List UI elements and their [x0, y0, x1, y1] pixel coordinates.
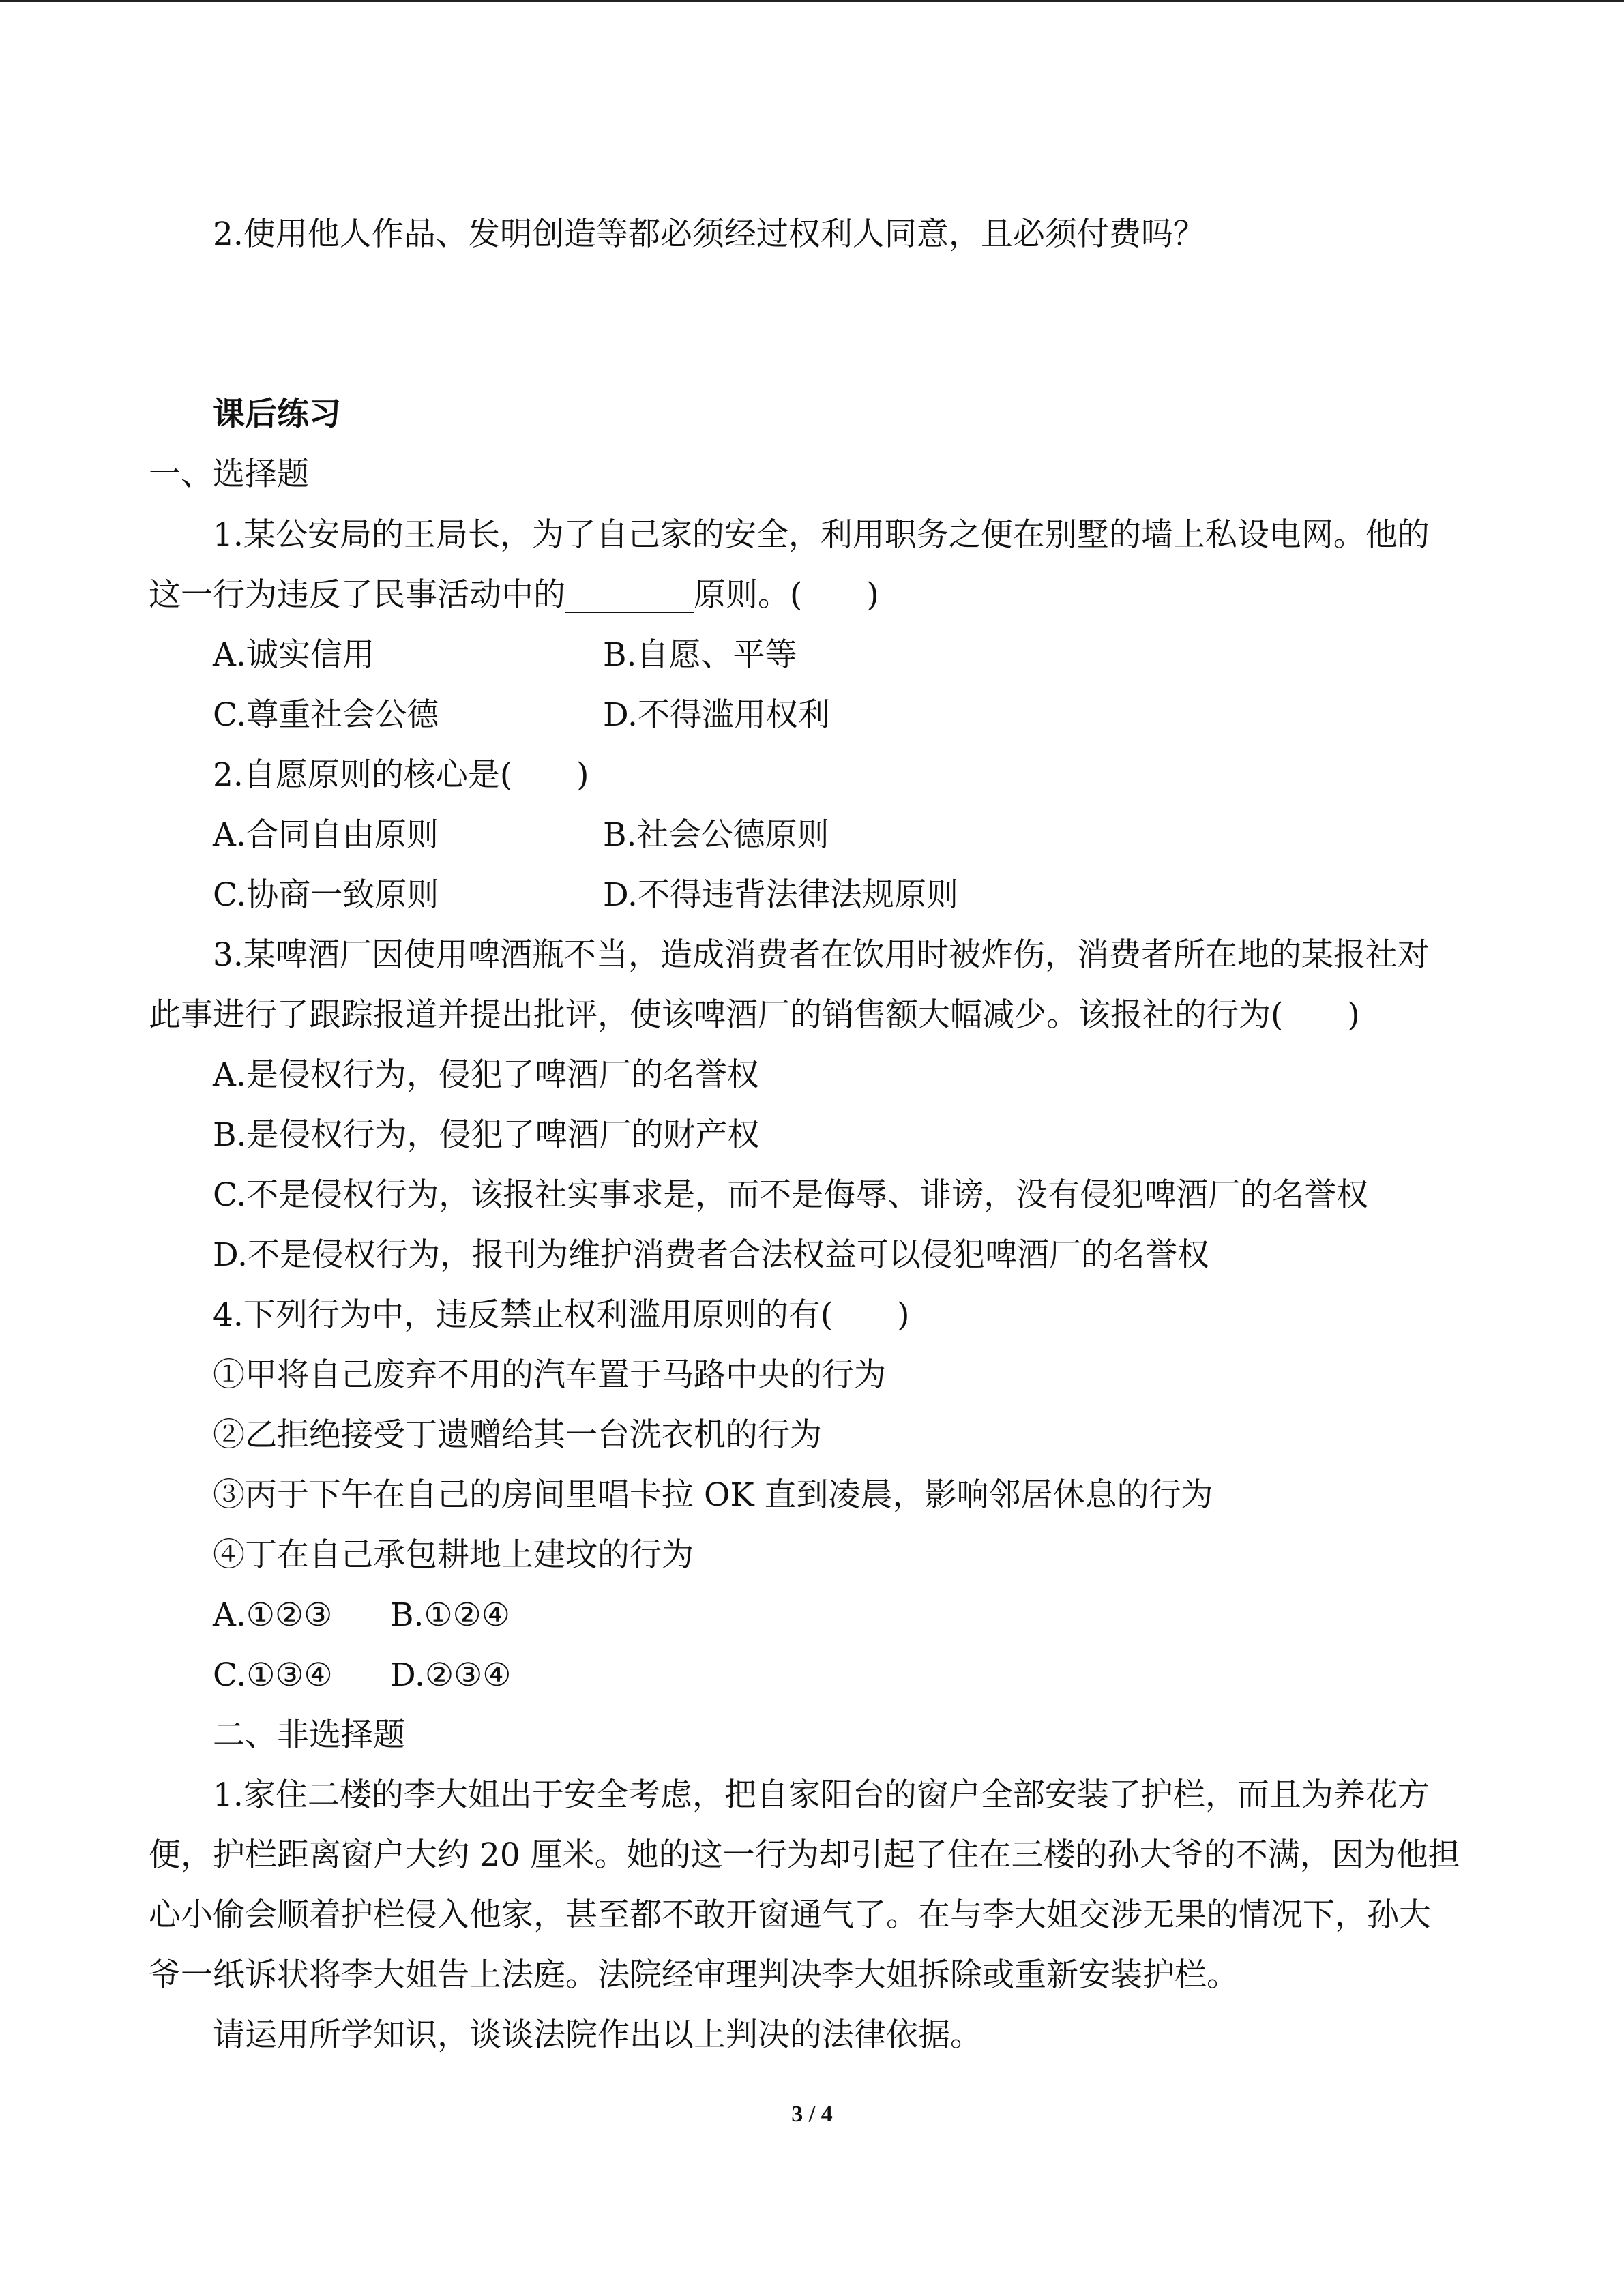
q3-option-c: C.不是侵权行为，该报社实事求是，而不是侮辱、诽谤，没有侵犯啤酒厂的名誉权 [213, 1176, 1369, 1214]
q1-option-a: A.诚实信用 [213, 636, 374, 674]
np1-line-3: 心小偷会顺着护栏侵入他家，甚至都不敢开窗通气了。在与李大姐交涉无果的情况下，孙大 [149, 1896, 1431, 1934]
q4-item-4: ④丁在自己承包耕地上建坟的行为 [213, 1536, 694, 1574]
np1-line-2: 便，护栏距离窗户大约 20 厘米。她的这一行为却引起了住在三楼的孙大爷的不满，因为他担 [149, 1836, 1460, 1874]
q2-option-a: A.合同自由原则 [213, 816, 439, 854]
np1-line-4: 爷一纸诉状将李大姐告上法庭。法院经审理判决李大姐拆除或重新安装护栏。 [149, 1956, 1239, 1994]
q1-line-1: 1.某公安局的王局长，为了自己家的安全，利用职务之便在别墅的墙上私设电网。他的 [213, 516, 1430, 554]
part-2-title: 二、非选择题 [213, 1716, 405, 1754]
q4-option-c: C.①③④ [213, 1656, 333, 1694]
q4-option-a: A.①②③ [213, 1596, 333, 1634]
q2-stem: 2.自愿原则的核心是( ) [213, 756, 589, 794]
q3-line-1: 3.某啤酒厂因使用啤酒瓶不当，造成消费者在饮用时被炸伤，消费者所在地的某报社对 [213, 936, 1430, 974]
page-top-border [0, 0, 1624, 2]
part-1-title: 一、选择题 [149, 456, 309, 493]
q1-option-b: B.自愿、平等 [603, 636, 797, 674]
np1-line-1: 1.家住二楼的李大姐出于安全考虑，把自家阳台的窗户全部安装了护栏，而且为养花方 [213, 1776, 1430, 1814]
q4-option-b: B.①②④ [390, 1596, 510, 1634]
q3-line-2: 此事进行了跟踪报道并提出批评，使该啤酒厂的销售额大幅减少。该报社的行为( ) [149, 996, 1360, 1034]
q2-option-c: C.协商一致原则 [213, 876, 439, 914]
page-number: 3 / 4 [791, 2102, 833, 2127]
q3-option-b: B.是侵权行为，侵犯了啤酒厂的财产权 [213, 1116, 760, 1154]
question-2-text: 2.使用他人作品、发明创造等都必须经过权利人同意，且必须付费吗？ [213, 215, 1205, 253]
np1-line-5: 请运用所学知识，谈谈法院作出以上判决的法律依据。 [213, 2016, 982, 2054]
q1-option-d: D.不得滥用权利 [603, 696, 830, 734]
q2-option-b: B.社会公德原则 [603, 816, 829, 854]
q2-option-d: D.不得违背法律法规原则 [603, 876, 958, 914]
q3-option-a: A.是侵权行为，侵犯了啤酒厂的名誉权 [213, 1056, 759, 1094]
q1-option-c: C.尊重社会公德 [213, 696, 439, 734]
q4-option-d: D.②③④ [390, 1656, 512, 1694]
q3-option-d: D.不是侵权行为，报刊为维护消费者合法权益可以侵犯啤酒厂的名誉权 [213, 1236, 1209, 1274]
q1-line-2: 这一行为违反了民事活动中的________原则。( ) [149, 576, 879, 614]
q4-item-3: ③丙于下午在自己的房间里唱卡拉 OK 直到凌晨，影响邻居休息的行为 [213, 1476, 1213, 1514]
q4-item-2: ②乙拒绝接受丁遗赠给其一台洗衣机的行为 [213, 1416, 822, 1454]
q4-stem: 4.下列行为中，违反禁止权利滥用原则的有( ) [213, 1296, 910, 1334]
section-title: 课后练习 [213, 396, 341, 433]
q4-item-1: ①甲将自己废弃不用的汽车置于马路中央的行为 [213, 1356, 886, 1394]
